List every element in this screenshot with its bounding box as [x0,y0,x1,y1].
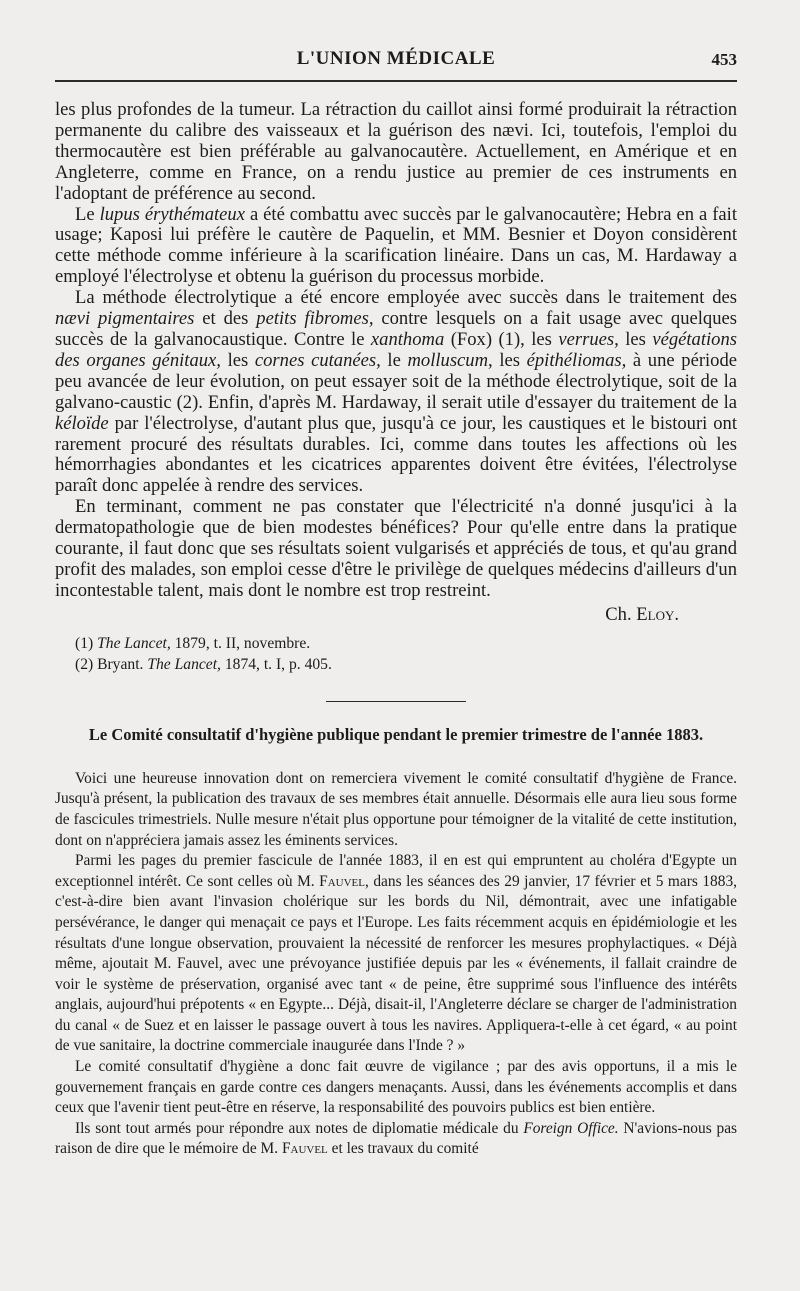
paragraph-vigilance: Le comité consultatif d'hygiène a donc fait œuvre de vigilance ; par des avis opportuns, il a mis le gouvernement français en garde contre ces dangers menaçants. Aussi, dans les événements accomplis et dans ceux que l'avenir tient peut-être en réserve, la responsabilité des pouvoirs publics est bien entière. [55,1058,737,1117]
emphasis: végétations des organes génitaux, [55,328,738,371]
emphasis: xanthoma [370,328,445,350]
author-name: Fauvel [281,1140,328,1158]
paragraph-diplomacy: Ils sont tout armés pour répondre aux notes de diplomatie médicale du Foreign Office. N'avions-nous pas raison de dire que le mémoire de M. Fauvel et les travaux du comité [55,1119,738,1158]
article-title: Le Comité consultatif d'hygiène publique pendant le premier trimestre de l'année 1883. [88,724,704,744]
emphasis: nævi pigmentaires [55,308,195,330]
footnote-2: (2) Bryant. The Lancet, 1874, t. I, p. 405. [75,655,332,673]
emphasis: lupus érythémateux [99,203,245,225]
footnotes [55,633,737,675]
paragraph-innovation: Voici une heureuse innovation dont on remerciera vivement le comité consultatif d'hygiène de France. Jusqu'à présent, la publication des travaux de ses membres était annuelle. Désormais elle aura lieu sous forme de fascicules trimestriels. Nulle mesure n'était plus opportune pour témoigner de la vitalité de cette institution, dont on n'appréciera jamais assez les éminents services. [55,769,737,849]
header-rule [55,80,737,82]
page-number: 453 [711,50,737,69]
running-header [55,44,737,78]
paragraph-electrolytic-method: La méthode électrolytique a été encore employée avec succès dans le traitement des nævi pigmentaires et des petits fibromes, contre lesquels on a fait usage avec quelques succès de la galvanocaustique. Contre le xanthoma (Fox) (1), les verrues, les végétations des organes génitaux, les cornes cutanées, le molluscum, les épithéliomas, à une période peu avancée de leur évolution, on peut essayer soit de la méthode électrolytique, soit de la galvano-caustic (2). Enfin, d'après M. Hardaway, il serait utile d'essayer du traitement de la kéloïde par l'électrolyse, d'autant plus que, jusqu'à ce jour, les caustiques et le bistouri ont rarement procuré des résultats durables. Ici, comme dans toutes les affections où les hémorrhagies abondantes et les cicatrices apparentes doivent être évitées, l'électrolyse paraît donc appelée à rendre des services. [55,287,738,497]
emphasis: verrues, [558,328,619,350]
author-signature: Ch. Eloy. [605,603,679,625]
footnote-1: (1) The Lancet, 1879, t. II, novembre. [75,634,311,652]
second-article-body [55,769,737,1160]
article-body [55,100,737,602]
paragraph-continued: les plus profondes de la tumeur. La rétraction du caillot ainsi formé produirait la rétraction permanente du calibre des vaisseaux et la guérison des nævi. Ici, toutefois, l'emploi du thermocautère est bien préférable au galvanocautère. Actuellement, en Amérique et en Angleterre, comme en France, on a rendu justice au premier de ces instruments en l'adoptant de préférence au second. [55,99,737,204]
emphasis: molluscum, [407,349,493,371]
paragraph-conclusion: En terminant, comment ne pas constater que l'électricité n'a donné jusqu'ici à la dermatopathologie que de bien modestes bénéfices? Pour qu'elle entre dans la pratique courante, il faut donc que ses résultats soient vulgarisés et appréciés de tous, et qu'au grand profit des malades, son emploi cesse d'être le privilège de quelques médecins d'ailleurs d'un incontestable talent, mais dont le nombre est trop restreint. [55,496,737,601]
emphasis: kéloïde [55,412,109,434]
paragraph-cholera: Parmi les pages du premier fascicule de l'année 1883, il en est qui empruntent au choléra d'Egypte un exceptionnel intérêt. Ce sont celles où M. Fauvel, dans les séances des 29 janvier, 17 février et 5 mars 1883, c'est-à-dire bien avant l'invasion cholérique sur les bords du Nil, démontrait, avec une infatigable persévérance, le danger qui menaçait ce pays et l'Europe. Les faits récemment acquis en épidémiologie et les résultats d'une longue observation, prouvaient la nécessité de renforcer les mesures prophylactiques. « Déjà même, ajoutait M. Fauvel, avec une prévoyance justifiée depuis par les « événements, il fallait craindre de voir le système de préservation, organisé avec tant « de peine, être supprimé sous l'influence des intérêts anglais, aujourd'hui prépotents « en Egypte... Déjà, disait-il, l'Angleterre déclare se charger de l'administration du canal « de Suez et en laisser le passage ouvert à tous les navires. Appliquera-t-elle à cet égard, « au point de vue sanitaire, la doctrine commerciale inaugurée dans l'Inde ? » [55,852,737,1055]
section-divider [326,701,466,702]
emphasis: cornes cutanées, [254,349,381,371]
journal-title: L'UNION MÉDICALE [296,48,496,69]
author-name: Fauvel [319,872,365,890]
paragraph-lupus: Le lupus érythémateux a été combattu avec succès par le galvanocautère; Hebra en a fait usage; Kaposi lui préfère le cautère de Paquelin, et MM. Besnier et Doyon considèrent cette méthode comme inférieure à la scarification linéaire. Dans un cas, M. Hardaway a employé l'électrolyse et obtenu la guérison du processus morbide. [55,203,737,288]
emphasis: épithéliomas, [526,349,627,371]
emphasis: Foreign Office. [523,1119,619,1137]
emphasis: petits fibromes, [256,308,374,330]
